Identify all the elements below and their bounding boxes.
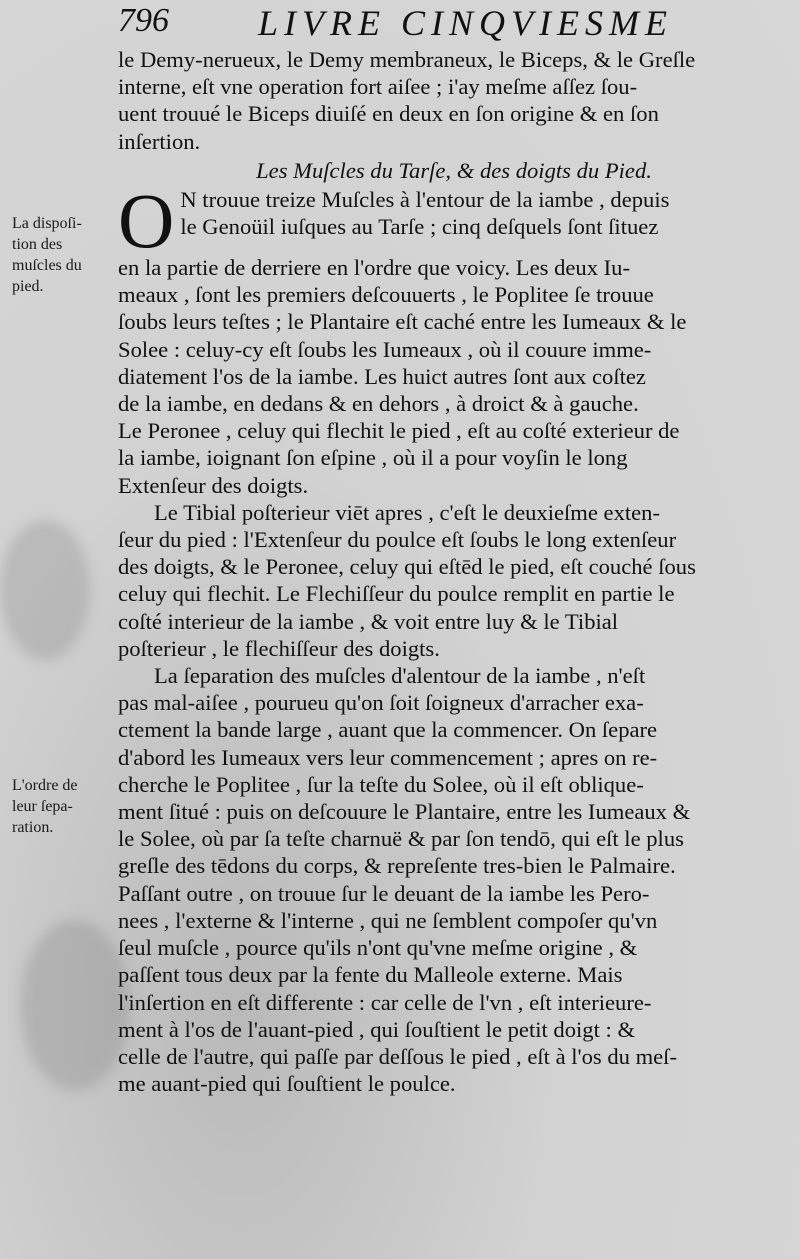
text-line: en la partie de derriere en l'ordre que voicy. Les deux Iu- bbox=[118, 255, 630, 281]
paragraph-2 bbox=[118, 499, 790, 662]
text-line: meaux , ſont les premiers deſcouuerts , le Poplitee ſe trouue bbox=[118, 282, 654, 308]
margin-note-line: muſcles du bbox=[12, 257, 82, 274]
main-text bbox=[118, 46, 790, 1097]
text-line: greſle des tēdons du corps, & repreſente tres-bien le Palmaire. bbox=[118, 853, 676, 879]
paragraph-1 bbox=[118, 177, 790, 499]
text-line: diatement l'os de la iambe. Les huict autres ſont aux coſtez bbox=[118, 363, 646, 389]
text-line: le Solee, où par ſa teſte charnuë & par ſon tendō, qui eſt le plus bbox=[118, 826, 684, 852]
margin-note-disposition bbox=[12, 213, 112, 297]
page-stain bbox=[0, 520, 90, 660]
text-line: l'inſertion en eſt differente : car celle de l'vn , eſt interieure- bbox=[118, 989, 652, 1015]
text-line: ſoubs leurs teſtes ; le Plantaire eſt caché entre les Iumeaux & le bbox=[118, 309, 687, 335]
drop-cap: O bbox=[118, 177, 175, 265]
text-line: d'abord les Iumeaux vers leur commencement ; apres on re- bbox=[118, 744, 658, 770]
text-line: de la iambe, en dedans & en dehors , à droict & à gauche. bbox=[118, 391, 639, 417]
text-line: celle de l'autre, qui paſſe par deſſous le pied , eſt à l'os du meſ- bbox=[118, 1043, 677, 1069]
text-line: ſeul muſcle , pource qu'ils n'ont qu'vne meſme origine , & bbox=[118, 935, 638, 961]
text-line: pas mal-aiſee , pourueu qu'on ſoit ſoigneux d'arracher exa- bbox=[118, 690, 644, 716]
text-line: inſertion. bbox=[118, 128, 201, 154]
text-line: des doigts, & le Peronee, celuy qui eſtēd le pied, eſt couché ſous bbox=[118, 554, 696, 580]
text-line: me auant-pied qui ſouſtient le poulce. bbox=[118, 1071, 456, 1097]
margin-note-line: L'ordre de bbox=[12, 777, 78, 794]
running-title: LIVRE CINQVIESME bbox=[258, 3, 673, 43]
page-stain bbox=[20, 920, 130, 1090]
text-line: La ſeparation des muſcles d'alentour de la iambe , n'eſt bbox=[154, 663, 646, 689]
text-line: le Demy-nerueux, le Demy membraneux, le Biceps, & le Greſle bbox=[118, 47, 696, 72]
text-line: celuy qui flechit. Le Flechiſſeur du poulce remplit en partie le bbox=[118, 581, 675, 607]
margin-note-line: pied. bbox=[12, 278, 44, 295]
text-line: paſſent tous deux par la fente du Malleole externe. Mais bbox=[118, 962, 623, 988]
margin-note-line: ration. bbox=[12, 819, 54, 836]
text-line: Extenſeur des doigts. bbox=[118, 472, 309, 498]
text-line: interne, eſt vne operation fort aiſee ; i'ay meſme aſſez ſou- bbox=[118, 74, 638, 100]
text-line: ctement la bande large , auant que la commencer. On ſepare bbox=[118, 717, 658, 743]
text-line: cherche le Poplitee , ſur la teſte du Solee, où il eſt oblique- bbox=[118, 771, 644, 797]
text-line: nees , l'externe & l'interne , qui ne ſemblent compoſer qu'vn bbox=[118, 907, 658, 933]
margin-note-line: La dispoſi- bbox=[12, 215, 82, 232]
text-line: ment à l'os de l'auant-pied , qui ſouſtient le petit doigt : & bbox=[118, 1016, 636, 1042]
text-line: Solee : celuy-cy eſt ſoubs les Iumeaux , où il couure imme- bbox=[118, 336, 652, 362]
text-line: ment ſitué : puis on deſcouure le Plantaire, entre les Iumeaux & bbox=[118, 799, 691, 825]
text-line: Le Tibial poſterieur viēt apres , c'eſt le deuxieſme exten- bbox=[154, 499, 660, 525]
text-line: Le Peronee , celuy qui flechit le pied , eſt au coſté exterieur de bbox=[118, 418, 680, 444]
margin-note-line: tion des bbox=[12, 236, 63, 253]
page-number: 796 bbox=[118, 2, 169, 39]
paragraph-3 bbox=[118, 662, 790, 1097]
page-header bbox=[118, 2, 798, 46]
text-line: uent trouué le Biceps diuiſé en deux en ſon origine & en ſon bbox=[118, 101, 659, 127]
text-line: poſterieur , le flechiſſeur des doigts. bbox=[118, 635, 440, 661]
intro-paragraph bbox=[118, 46, 790, 155]
text-line: ſeur du pied : l'Extenſeur du poulce eſt ſoubs le long extenſeur bbox=[118, 527, 677, 553]
section-title: Les Muſcles du Tarſe, & des doigts du Pied. bbox=[256, 157, 652, 183]
text-line: coſté interieur de la iambe , & voit entre luy & le Tibial bbox=[118, 608, 619, 634]
margin-note-separation-order bbox=[12, 775, 112, 838]
text-line: Paſſant outre , on trouue ſur le deuant de la iambe les Pero- bbox=[118, 880, 650, 906]
margin-note-line: leur ſepa- bbox=[12, 798, 73, 815]
text-line: N trouue treize Muſcles à l'entour de la iambe , depuis bbox=[180, 187, 670, 213]
text-line: la iambe, ioignant ſon eſpine , où il a pour voyſin le long bbox=[118, 445, 628, 471]
text-line: le Genoüil iuſques au Tarſe ; cinq deſquels ſont ſituez bbox=[180, 214, 659, 240]
